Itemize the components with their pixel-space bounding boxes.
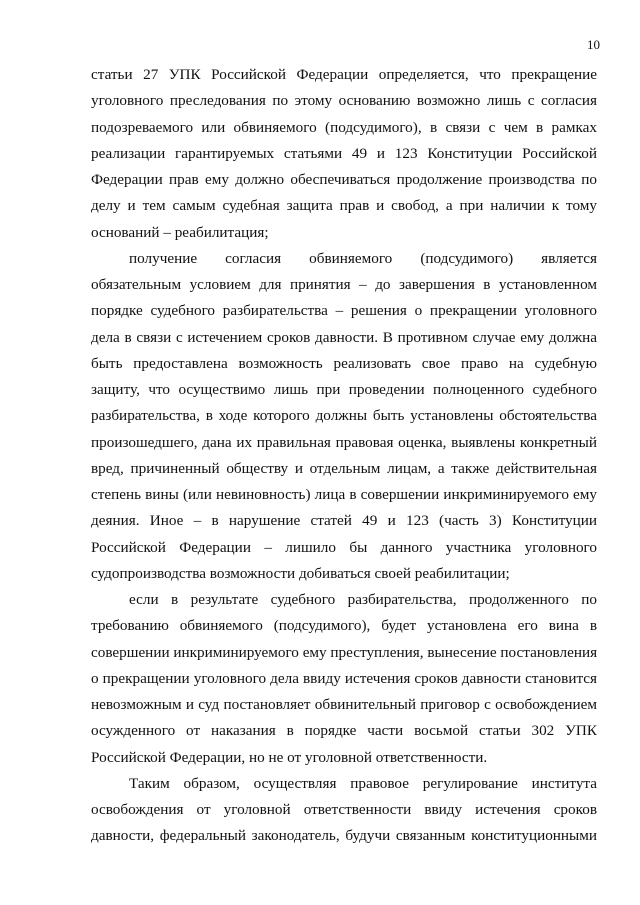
text-line: дела в связи с истечением сроков давности. В противном случае ему должна (91, 328, 597, 346)
text-line: защиту, что осуществимо лишь при проведении полноценного судебного (91, 381, 597, 398)
text-line: Российской Федерации, но не от уголовной ответственности. (91, 748, 488, 766)
text-line: совершении инкриминируемого ему преступления, вынесение постановления (91, 643, 597, 661)
text-line: быть предоставлена возможность реализовать свое право на судебную (91, 354, 597, 372)
text-line: подозреваемого или обвиняемого (подсудимого), в связи с чем в рамках (91, 118, 597, 136)
text-line: если в результате судебного разбирательства, продолженного по (129, 591, 597, 608)
paragraph (91, 587, 597, 771)
text-line: Федерации прав ему должно обеспечиваться продолжение производства по (91, 171, 597, 188)
page-number: 10 (587, 37, 600, 52)
paragraph (91, 62, 597, 246)
text-line: освобождения от уголовной ответственности ввиду истечения сроков (91, 801, 597, 818)
text-line: вред, причиненный обществу и отдельным лицам, а также действительная (91, 459, 597, 477)
document-body (91, 62, 597, 850)
text-line: давности, федеральный законодатель, будучи связанным конституционными (91, 827, 597, 845)
text-line: делу и тем самым судебная защита прав и свобод, а при наличии к тому (91, 197, 597, 215)
text-line: невозможным и суд постановляет обвинительный приговор с освобождением (91, 696, 597, 713)
text-line: осужденного от наказания в порядке части восьмой статьи 302 УПК (91, 722, 597, 740)
text-line: о прекращении уголовного дела ввиду истечения сроков давности становится (91, 669, 597, 687)
text-line: разбирательства, в ходе которого должны быть установлены обстоятельства (91, 407, 597, 425)
text-line: степень вины (или невиновность) лица в совершении инкриминируемого ему (91, 486, 597, 503)
text-line: получение согласия обвиняемого (подсудимого) является (129, 249, 597, 267)
text-line: Таким образом, осуществляя правовое регулирование института (129, 774, 597, 792)
text-line: порядке судебного разбирательства – решения о прекращении уголовного (91, 302, 597, 320)
text-line: уголовного преследования по этому основанию возможно лишь с согласия (91, 92, 597, 110)
text-line: обязательным условием для принятия – до завершения в установленном (91, 276, 597, 293)
text-line: оснований – реабилитация; (91, 223, 269, 241)
paragraph (91, 246, 597, 587)
text-line: Российской Федерации – лишило бы данного участника уголовного (91, 538, 597, 556)
text-line: статьи 27 УПК Российской Федерации определяется, что прекращение (91, 66, 597, 83)
text-line: судопроизводства возможности добиваться своей реабилитации; (91, 564, 510, 582)
text-line: требованию обвиняемого (подсудимого), будет установлена его вина в (91, 617, 597, 635)
text-line: реализации гарантируемых статьями 49 и 123 Конституции Российской (91, 144, 597, 162)
text-line: деяния. Иное – в нарушение статей 49 и 123 (часть 3) Конституции (91, 512, 597, 530)
text-line: произошедшего, дана их правильная правовая оценка, выявлены конкретный (91, 433, 597, 451)
paragraph (91, 771, 597, 850)
